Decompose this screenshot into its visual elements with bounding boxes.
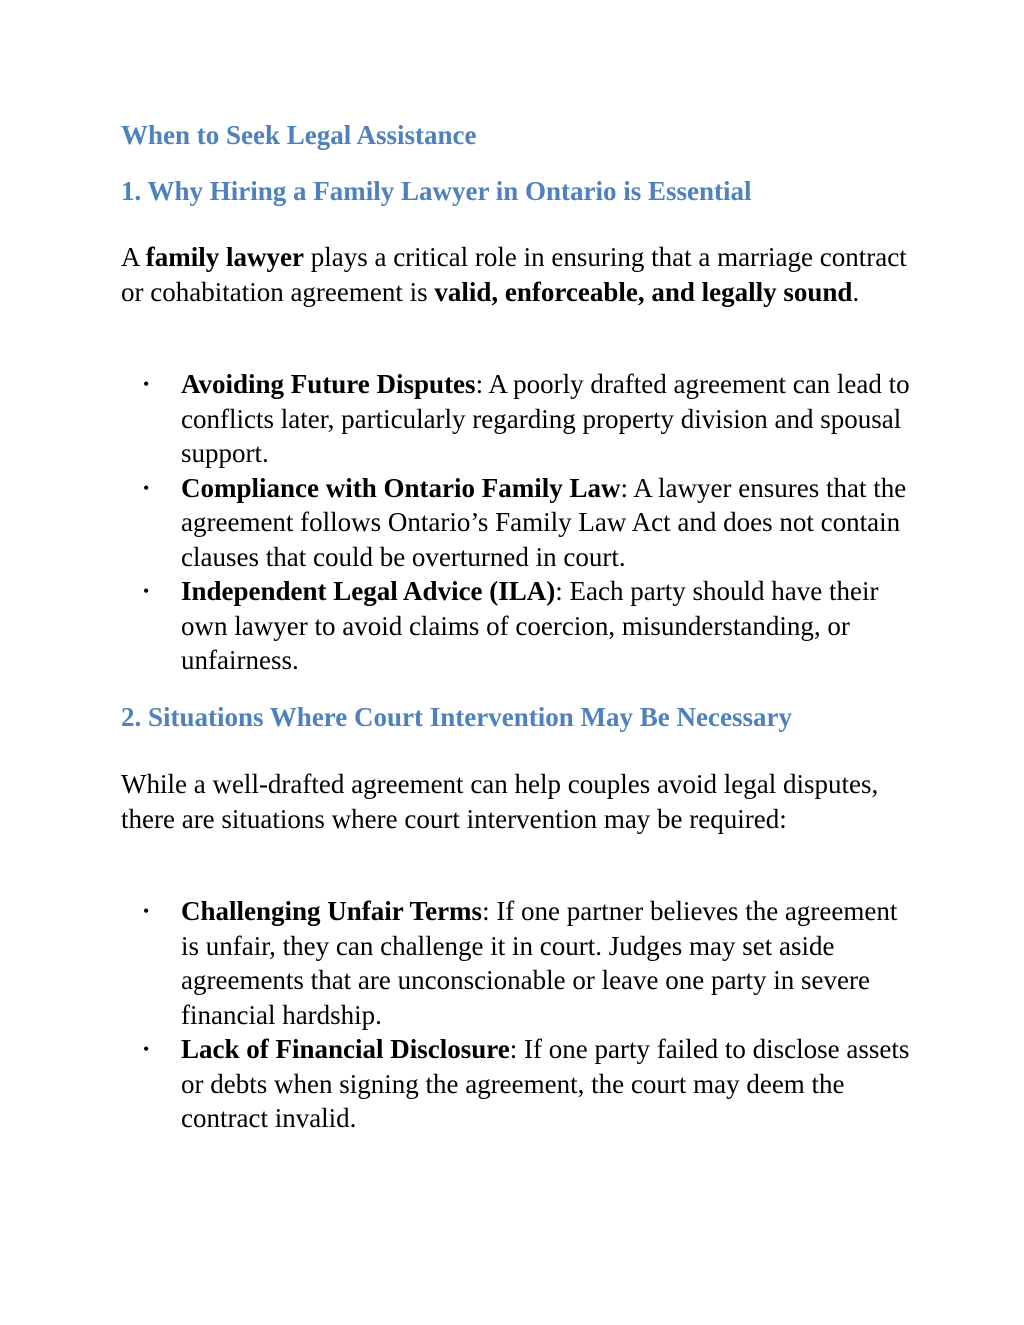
main-heading: When to Seek Legal Assistance — [121, 120, 477, 150]
section-2-heading: 2. Situations Where Court Intervention May Be Necessary — [121, 702, 792, 732]
list-item — [121, 367, 911, 471]
list-item-text: : Each party should have their own lawyer to avoid claims of coercion, misunderstanding, or unfairness. — [181, 576, 879, 675]
intro-bold-2: valid, enforceable, and legally sound — [434, 277, 853, 307]
intro-text-1: A — [121, 242, 146, 272]
section-2-list — [121, 894, 911, 1136]
list-item-bold: Challenging Unfair Terms — [181, 896, 483, 926]
section-1-heading: 1. Why Hiring a Family Lawyer in Ontario is Essential — [121, 176, 752, 206]
section-2-intro: While a well-drafted agreement can help couples avoid legal disputes, there are situations where court intervention may be required: — [121, 769, 879, 834]
section-1-intro — [121, 240, 911, 310]
bullet-icon: • — [143, 374, 150, 394]
list-item-bold: Avoiding Future Disputes — [181, 369, 476, 399]
section-1-list — [121, 367, 911, 678]
list-item-bold: Lack of Financial Disclosure — [181, 1034, 510, 1064]
intro-text-2: plays a critical role in ensuring that a marriage contract or cohabitation agreement is — [121, 242, 907, 307]
intro-bold-1: family lawyer — [145, 242, 304, 272]
list-item — [121, 574, 911, 678]
list-item — [121, 894, 911, 1032]
list-item — [121, 471, 911, 575]
bullet-icon: • — [143, 1039, 150, 1059]
list-item-text: : A poorly drafted agreement can lead to conflicts later, particularly regarding property division and spousal support. — [181, 369, 910, 468]
bullet-icon: • — [143, 901, 150, 921]
list-item — [121, 1032, 911, 1136]
list-item-text: : A lawyer ensures that the agreement follows Ontario’s Family Law Act and does not contain clauses that could be overturned in court. — [181, 472, 907, 572]
intro-text-3: . — [852, 277, 860, 307]
list-item-text: : If one partner believes the agreement is unfair, they can challenge it in court. Judges may set aside agreements that are unconscionable or leave one party in severe financial hardship. — [181, 896, 898, 1030]
list-item-bold: Independent Legal Advice (ILA) — [181, 576, 556, 606]
bullet-icon: • — [143, 477, 150, 498]
bullet-icon: • — [143, 581, 150, 601]
list-item-text: : If one party failed to disclose assets or debts when signing the agreement, the court may deem the contract invalid. — [181, 1034, 910, 1133]
list-item-bold: Compliance with Ontario Family Law — [181, 472, 621, 503]
